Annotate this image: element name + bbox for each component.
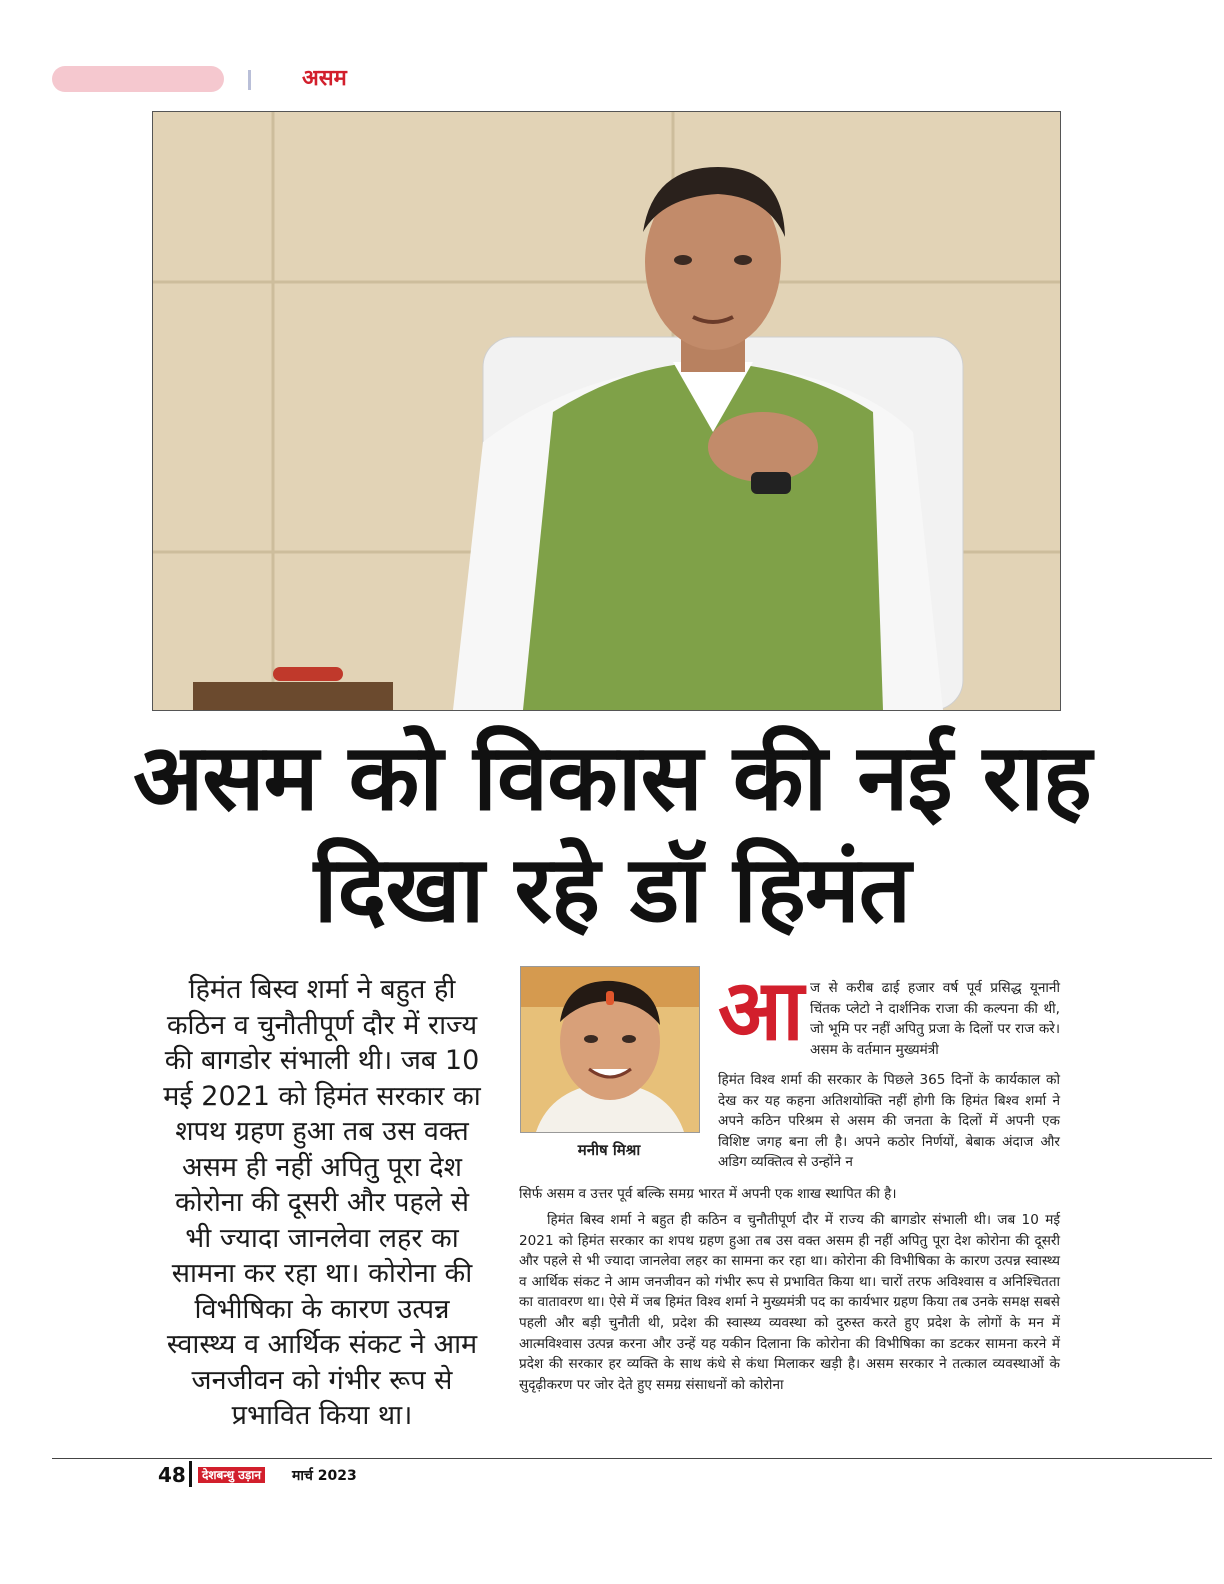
section-label: असम bbox=[302, 66, 347, 91]
author-photo bbox=[520, 966, 700, 1133]
page-number: 48 bbox=[158, 1463, 186, 1487]
headline bbox=[60, 722, 1164, 946]
headline-line-1: असम को विकास की नई राह bbox=[133, 724, 1091, 831]
section-tag-pill bbox=[52, 66, 224, 92]
drop-cap: आ bbox=[718, 961, 804, 1059]
footer-separator bbox=[189, 1461, 192, 1487]
author-portrait-illustration bbox=[521, 967, 699, 1132]
hero-photo bbox=[152, 111, 1061, 711]
author-name: मनीष मिश्रा bbox=[577, 1141, 641, 1159]
issue-month: मार्च 2023 bbox=[292, 1468, 357, 1484]
article-paragraph: हिमंत विश्व शर्मा की सरकार के पिछले 365 दिनों के कार्यकाल को देख कर यह कहना अतिशयोक्ति नहीं होगी कि हिमंत बिश्व शर्मा ने अपने कठिन परिश्रम से असम की जनता के दिलों में अपनी एक विशिष्ट जगह बना ली है। अपने कठोर निर्णयों, बेबाक अंदाज और अडिग व्यक्तित्व से उन्होंने न bbox=[718, 1072, 1060, 1171]
footer-rule bbox=[52, 1458, 1212, 1459]
article-paragraph: ज से करीब ढाई हजार वर्ष पूर्व प्रसिद्ध यूनानी चिंतक प्लेटो ने दार्शनिक राजा की कल्पना की थी, जो भूमि पर नहीं अपितु प्रजा के दिलों पर राज करे। असम के वर्तमान मुख्यमंत्री bbox=[810, 980, 1060, 1058]
magazine-name: देशबन्धु उड़ान bbox=[198, 1467, 265, 1483]
headline-line-2: दिखा रहे डॉ हिमंत bbox=[313, 836, 911, 943]
chief-minister-photo-illustration bbox=[153, 112, 1060, 710]
pull-quote: हिमंत बिस्व शर्मा ने बहुत ही कठिन व चुनौतीपूर्ण दौर में राज्य की बागडोर संभाली थी। जब 10 मई 2021 को हिमंत सरकार का शपथ ग्रहण हुआ तब उस वक्त असम ही नहीं अपितु पूरा देश कोरोना की दूसरी और पहले से भी ज्यादा जानलेवा लहर का सामना कर रहा था। कोरोना की विभीषिका के कारण उत्पन्न स्वास्थ्य व आर्थिक संकट ने आम जनजीवन को गंभीर रूप से प्रभावित किया था। bbox=[163, 974, 481, 1431]
article-paragraph: हिमंत बिस्व शर्मा ने बहुत ही कठिन व चुनौतीपूर्ण दौर में राज्य की बागडोर संभाली थी। जब 10 मई 2021 को हिमंत सरकार का शपथ ग्रहण हुआ तब उस वक्त असम ही नहीं अपितु पूरा देश कोरोना की दूसरी और पहले से भी ज्यादा जानलेवा लहर का सामना कर रहा था। कोरोना की विभीषिका के कारण उत्पन्न स्वास्थ्य व आर्थिक संकट ने आम जनजीवन को गंभीर रूप से प्रभावित किया था। चारों तरफ अविश्वास व अनिश्चितता का वातावरण था। ऐसे में जब हिमंत विश्व शर्मा ने मुख्यमंत्री पद का कार्यभार ग्रहण किया तब उनके समक्ष सबसे पहली और बड़ी चुनौती थी, प्रदेश की स्वास्थ्य व्यवस्था को दुरुस्त करते हुए प्रदेश के लोगों के मन में आत्मविश्वास उत्पन्न करना और उन्हें यह यकीन दिलाना कि कोरोना की विभीषिका का डटकर सामना करने में प्रदेश की सरकार हर व्यक्ति के साथ कंधे से कंधा मिलाकर खड़ी है। असम सरकार ने तत्काल व्यवस्थाओं के सुदृढ़ीकरण पर जोर देते हुए समग्र संसाधनों को कोरोना bbox=[519, 1212, 1060, 1393]
header-separator bbox=[248, 70, 251, 90]
article-paragraph: सिर्फ असम व उत्तर पूर्व बल्कि समग्र भारत में अपनी एक शाख स्थापित की है। bbox=[519, 1186, 897, 1202]
